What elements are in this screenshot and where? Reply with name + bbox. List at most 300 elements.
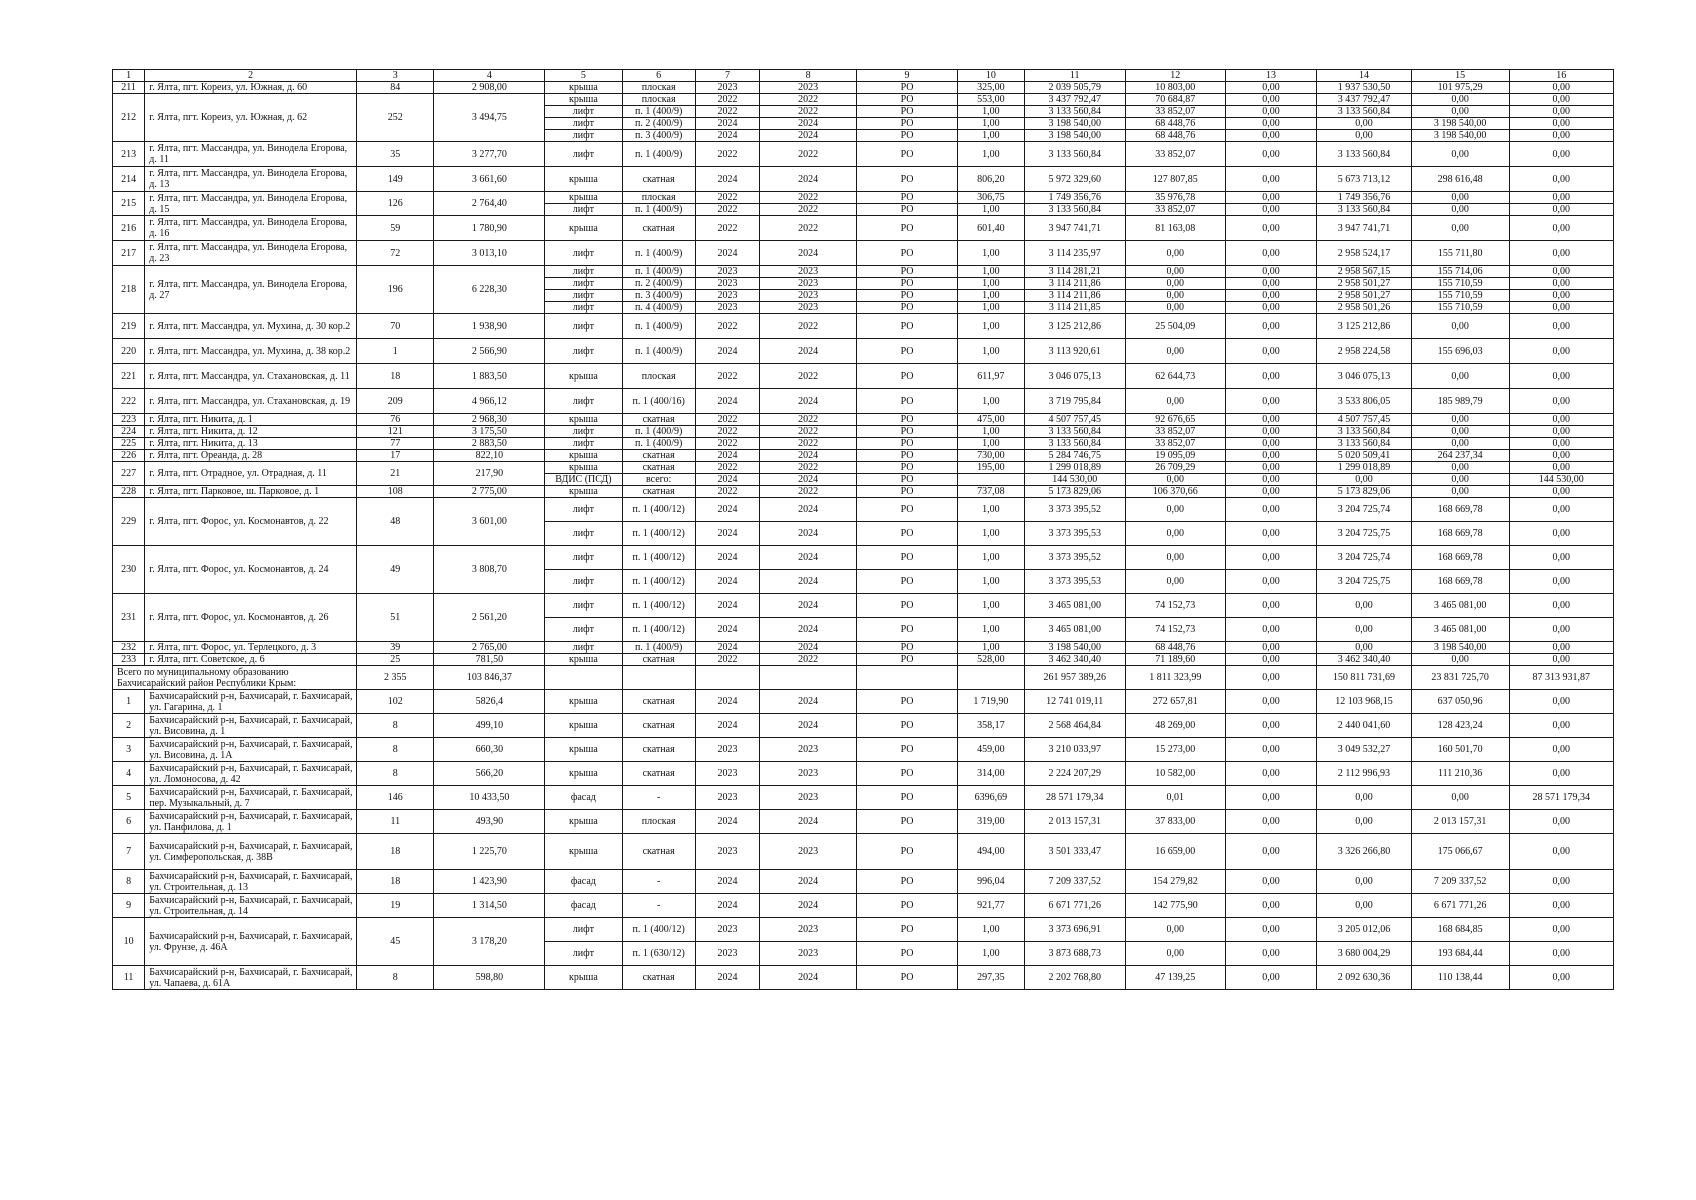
apartments-cell: 84 [357,82,434,94]
col13-cell: 0,00 [1225,462,1316,474]
col14-cell: 1 299 018,89 [1317,462,1412,474]
col13-cell: 0,00 [1225,450,1316,462]
unit-cost-cell: 0,00 [1125,546,1225,570]
volume-cell: 1,00 [958,570,1025,594]
col14-cell: 3 462 340,40 [1317,654,1412,666]
cost-cell: 1 749 356,76 [1024,192,1125,204]
fact-year-cell: 2022 [760,192,857,204]
work-type-cell: лифт [545,290,622,302]
work-detail-cell: скатная [622,216,695,241]
method-cell: РО [856,118,957,130]
unit-cost-cell: 37 833,00 [1125,810,1225,834]
col13-cell: 0,00 [1225,94,1316,106]
cost-cell: 28 571 179,34 [1024,786,1125,810]
col16-cell: 0,00 [1509,118,1613,130]
unit-cost-cell: 0,00 [1125,942,1225,966]
work-detail-cell: скатная [622,450,695,462]
cost-cell: 3 210 033,97 [1024,738,1125,762]
area-cell: 3 013,10 [434,241,545,266]
fact-year-cell: 2024 [760,570,857,594]
work-detail-cell: скатная [622,714,695,738]
unit-cost-cell: 68 448,76 [1125,642,1225,654]
plan-year-cell: 2024 [695,546,760,570]
area-cell: 5826,4 [434,690,545,714]
method-cell: РО [856,642,957,654]
volume-cell: 459,00 [958,738,1025,762]
row-number-cell: 9 [113,894,145,918]
apartments-cell: 72 [357,241,434,266]
apartments-cell: 18 [357,870,434,894]
plan-year-cell: 2023 [695,82,760,94]
col16-cell: 0,00 [1509,339,1613,364]
col14-cell: 2 958 224,58 [1317,339,1412,364]
col16-cell: 0,00 [1509,278,1613,290]
plan-year-cell: 2023 [695,786,760,810]
apartments-cell: 45 [357,918,434,966]
col13-cell: 0,00 [1225,786,1316,810]
col15-cell: 0,00 [1411,474,1509,486]
unit-cost-cell: 106 370,66 [1125,486,1225,498]
col13-cell: 0,00 [1225,570,1316,594]
table-row [113,167,1614,192]
work-detail-cell: п. 1 (400/12) [622,546,695,570]
volume-cell: 6396,69 [958,786,1025,810]
work-type-cell: лифт [545,570,622,594]
header-cell: 16 [1509,70,1613,82]
fact-year-cell: 2022 [760,142,857,167]
row-number-cell: 211 [113,82,145,94]
apartments-cell: 209 [357,389,434,414]
volume-cell: 1,00 [958,438,1025,450]
apartments-cell: 21 [357,462,434,486]
col13-cell: 0,00 [1225,216,1316,241]
plan-year-cell: 2023 [695,302,760,314]
row-number-cell: 220 [113,339,145,364]
cost-cell: 3 373 395,53 [1024,522,1125,546]
cost-cell: 3 125 212,86 [1024,314,1125,339]
col16-cell: 0,00 [1509,426,1613,438]
col15-cell: 0,00 [1411,786,1509,810]
col14-cell: 0,00 [1317,130,1412,142]
area-cell: 1 314,50 [434,894,545,918]
work-detail-cell: плоская [622,364,695,389]
work-type-cell: лифт [545,918,622,942]
work-type-cell: лифт [545,302,622,314]
fact-year-cell: 2024 [760,241,857,266]
work-type-cell: лифт [545,339,622,364]
address-cell: Бахчисарайский р-н, Бахчисарай, г. Бахчисарай, ул. Строительная, д. 14 [145,894,357,918]
cost-cell: 3 373 395,53 [1024,570,1125,594]
col16-cell: 0,00 [1509,834,1613,870]
col16-cell: 0,00 [1509,870,1613,894]
col16-cell: 0,00 [1509,762,1613,786]
col15-cell: 0,00 [1411,462,1509,474]
plan-year-cell: 2022 [695,438,760,450]
col14-cell: 0,00 [1317,894,1412,918]
col14-cell: 0,00 [1317,870,1412,894]
method-cell: РО [856,918,957,942]
col15-cell: 3 198 540,00 [1411,130,1509,142]
area-cell: 6 228,30 [434,266,545,314]
col14-cell: 2 440 041,60 [1317,714,1412,738]
area-cell: 566,20 [434,762,545,786]
volume-cell: 1,00 [958,642,1025,654]
work-detail-cell: п. 3 (400/9) [622,290,695,302]
work-type-cell: крыша [545,192,622,204]
plan-year-cell: 2024 [695,690,760,714]
area-cell: 660,30 [434,738,545,762]
volume-cell: 1,00 [958,918,1025,942]
col13-cell: 0,00 [1225,498,1316,522]
address-cell: г. Ялта, пгт. Отрадное, ул. Отрадная, д. 11 [145,462,357,486]
col14-cell: 3 049 532,27 [1317,738,1412,762]
row-number-cell: 227 [113,462,145,486]
cost-cell: 3 198 540,00 [1024,642,1125,654]
work-detail-cell: скатная [622,167,695,192]
header-cell: 14 [1317,70,1412,82]
volume-cell: 1,00 [958,618,1025,642]
work-detail-cell: скатная [622,690,695,714]
cost-cell: 3 133 560,84 [1024,438,1125,450]
cost-cell: 7 209 337,52 [1024,870,1125,894]
plan-year-cell: 2023 [695,918,760,942]
volume-cell: 314,00 [958,762,1025,786]
unit-cost-cell: 68 448,76 [1125,130,1225,142]
apartments-cell: 35 [357,142,434,167]
col16-cell: 0,00 [1509,450,1613,462]
plan-year-cell: 2022 [695,216,760,241]
unit-cost-cell: 74 152,73 [1125,618,1225,642]
fact-year-cell: 2024 [760,167,857,192]
work-type-cell: лифт [545,942,622,966]
work-type-cell: крыша [545,714,622,738]
header-cell: 4 [434,70,545,82]
area-cell: 1 938,90 [434,314,545,339]
table-row [113,339,1614,364]
address-cell: г. Ялта, пгт. Кореиз, ул. Южная, д. 60 [145,82,357,94]
total-row [113,666,1614,690]
empty-cell [695,666,760,690]
row-number-cell: 3 [113,738,145,762]
plan-year-cell: 2024 [695,474,760,486]
table-row [113,870,1614,894]
unit-cost-cell: 47 139,25 [1125,966,1225,990]
col15-cell: 298 616,48 [1411,167,1509,192]
cost-cell: 3 133 560,84 [1024,142,1125,167]
col14-cell: 3 947 741,71 [1317,216,1412,241]
col13-cell: 0,00 [1225,918,1316,942]
work-type-cell: крыша [545,216,622,241]
address-cell: г. Ялта, пгт. Форос, ул. Космонавтов, д. 24 [145,546,357,594]
col15-cell: 0,00 [1411,94,1509,106]
col16-cell: 0,00 [1509,486,1613,498]
plan-year-cell: 2024 [695,570,760,594]
fact-year-cell: 2024 [760,130,857,142]
col14-cell: 3 133 560,84 [1317,142,1412,167]
area-cell: 1 225,70 [434,834,545,870]
row-number-cell: 1 [113,690,145,714]
plan-year-cell: 2024 [695,389,760,414]
work-type-cell: крыша [545,762,622,786]
apartments-cell: 17 [357,450,434,462]
address-cell: г. Ялта, пгт. Массандра, ул. Винодела Егорова, д. 23 [145,241,357,266]
unit-cost-cell: 0,00 [1125,498,1225,522]
cost-cell: 3 465 081,00 [1024,594,1125,618]
cost-cell: 3 373 395,52 [1024,498,1125,522]
plan-year-cell: 2023 [695,942,760,966]
col14-cell: 2 958 501,27 [1317,290,1412,302]
col15-cell: 637 050,96 [1411,690,1509,714]
col16-cell: 0,00 [1509,810,1613,834]
apartments-cell: 149 [357,167,434,192]
header-cell: 8 [760,70,857,82]
col15-cell: 168 669,78 [1411,546,1509,570]
plan-year-cell: 2024 [695,118,760,130]
col13-cell: 0,00 [1225,486,1316,498]
volume-cell: 737,08 [958,486,1025,498]
method-cell: РО [856,290,957,302]
header-cell: 6 [622,70,695,82]
work-detail-cell: п. 1 (400/12) [622,594,695,618]
col13-cell: 0,00 [1225,894,1316,918]
work-detail-cell: п. 1 (400/9) [622,106,695,118]
apartments-cell: 76 [357,414,434,426]
col14-cell: 3 204 725,75 [1317,570,1412,594]
table-row [113,786,1614,810]
address-cell: Бахчисарайский р-н, Бахчисарай, г. Бахчисарай, ул. Висовина, д. 1 [145,714,357,738]
address-cell: г. Ялта, пгт. Массандра, ул. Винодела Егорова, д. 13 [145,167,357,192]
col16-cell: 0,00 [1509,241,1613,266]
col14-cell: 2 958 501,27 [1317,278,1412,290]
cost-cell: 144 530,00 [1024,474,1125,486]
col15-cell: 2 013 157,31 [1411,810,1509,834]
work-type-cell: лифт [545,278,622,290]
col15-cell: 0,00 [1411,192,1509,204]
address-cell: Бахчисарайский р-н, Бахчисарай, г. Бахчисарай, ул. Ломоносова, д. 42 [145,762,357,786]
col16-cell: 0,00 [1509,966,1613,990]
address-cell: г. Ялта, пгт. Форос, ул. Терлецкого, д. 3 [145,642,357,654]
cost-cell: 1 299 018,89 [1024,462,1125,474]
work-detail-cell: п. 1 (400/9) [622,438,695,450]
address-cell: г. Ялта, пгт. Советское, д. 6 [145,654,357,666]
table-row [113,738,1614,762]
unit-cost-cell: 0,00 [1125,339,1225,364]
method-cell: РО [856,546,957,570]
cost-cell: 2 202 768,80 [1024,966,1125,990]
cost-cell: 3 046 075,13 [1024,364,1125,389]
fact-year-cell: 2024 [760,450,857,462]
row-number-cell: 224 [113,426,145,438]
col16-cell: 0,00 [1509,690,1613,714]
col15-cell: 168 669,78 [1411,570,1509,594]
work-detail-cell: п. 1 (400/9) [622,241,695,266]
table-row [113,314,1614,339]
volume-cell: 1,00 [958,339,1025,364]
volume-cell: 1,00 [958,241,1025,266]
col13-cell: 0,00 [1225,438,1316,450]
apartments-cell: 8 [357,738,434,762]
work-type-cell: крыша [545,654,622,666]
fact-year-cell: 2024 [760,474,857,486]
work-detail-cell: п. 4 (400/9) [622,302,695,314]
area-cell: 1 883,50 [434,364,545,389]
work-type-cell: лифт [545,142,622,167]
work-detail-cell: скатная [622,462,695,474]
apartments-cell: 25 [357,654,434,666]
volume-cell: 806,20 [958,167,1025,192]
col16-cell: 0,00 [1509,204,1613,216]
work-type-cell: лифт [545,266,622,278]
total-c14-cell: 150 811 731,69 [1317,666,1412,690]
plan-year-cell: 2022 [695,462,760,474]
col15-cell: 0,00 [1411,486,1509,498]
unit-cost-cell: 81 163,08 [1125,216,1225,241]
col16-cell: 0,00 [1509,216,1613,241]
table-row [113,654,1614,666]
unit-cost-cell: 33 852,07 [1125,204,1225,216]
col15-cell: 155 711,80 [1411,241,1509,266]
col16-cell: 0,00 [1509,266,1613,278]
col15-cell: 155 714,06 [1411,266,1509,278]
empty-cell [622,666,695,690]
apartments-cell: 18 [357,364,434,389]
cost-cell: 3 501 333,47 [1024,834,1125,870]
col13-cell: 0,00 [1225,870,1316,894]
work-detail-cell: п. 1 (400/9) [622,314,695,339]
volume-cell: 730,00 [958,450,1025,462]
col13-cell: 0,00 [1225,654,1316,666]
cost-cell: 3 947 741,71 [1024,216,1125,241]
plan-year-cell: 2024 [695,894,760,918]
area-cell: 499,10 [434,714,545,738]
col14-cell: 2 958 524,17 [1317,241,1412,266]
col16-cell: 0,00 [1509,364,1613,389]
method-cell: РО [856,426,957,438]
col13-cell: 0,00 [1225,546,1316,570]
work-detail-cell: п. 1 (400/12) [622,522,695,546]
method-cell: РО [856,714,957,738]
col15-cell: 110 138,44 [1411,966,1509,990]
area-cell: 3 277,70 [434,142,545,167]
cost-cell: 3 873 688,73 [1024,942,1125,966]
col16-cell: 0,00 [1509,522,1613,546]
col13-cell: 0,00 [1225,738,1316,762]
col16-cell: 0,00 [1509,389,1613,414]
col13-cell: 0,00 [1225,474,1316,486]
work-detail-cell: п. 1 (400/9) [622,642,695,654]
cost-cell: 5 972 329,60 [1024,167,1125,192]
work-type-cell: лифт [545,389,622,414]
col16-cell: 0,00 [1509,462,1613,474]
cost-cell: 3 114 281,21 [1024,266,1125,278]
fact-year-cell: 2024 [760,618,857,642]
plan-year-cell: 2023 [695,290,760,302]
table-row [113,762,1614,786]
area-cell: 2 566,90 [434,339,545,364]
col13-cell: 0,00 [1225,266,1316,278]
unit-cost-cell: 0,00 [1125,570,1225,594]
work-detail-cell: плоская [622,82,695,94]
method-cell: РО [856,810,957,834]
method-cell: РО [856,94,957,106]
fact-year-cell: 2022 [760,654,857,666]
col15-cell: 0,00 [1411,216,1509,241]
col16-cell: 0,00 [1509,290,1613,302]
table-row [113,894,1614,918]
fact-year-cell: 2023 [760,762,857,786]
cost-cell: 5 284 746,75 [1024,450,1125,462]
work-detail-cell: всего: [622,474,695,486]
method-cell: РО [856,142,957,167]
address-cell: Бахчисарайский р-н, Бахчисарай, г. Бахчисарай, ул. Строительная, д. 13 [145,870,357,894]
header-cell: 1 [113,70,145,82]
area-cell: 3 601,00 [434,498,545,546]
col14-cell: 3 046 075,13 [1317,364,1412,389]
col15-cell: 0,00 [1411,364,1509,389]
method-cell: РО [856,302,957,314]
col13-cell: 0,00 [1225,522,1316,546]
method-cell: РО [856,278,957,290]
plan-year-cell: 2023 [695,738,760,762]
work-type-cell: крыша [545,167,622,192]
plan-year-cell: 2023 [695,278,760,290]
col15-cell: 175 066,67 [1411,834,1509,870]
method-cell: РО [856,414,957,426]
work-type-cell: крыша [545,810,622,834]
volume-cell: 319,00 [958,810,1025,834]
row-number-cell: 6 [113,810,145,834]
plan-year-cell: 2024 [695,870,760,894]
table-row [113,462,1614,474]
area-cell: 493,90 [434,810,545,834]
volume-cell: 1,00 [958,142,1025,167]
row-number-cell: 231 [113,594,145,642]
apartments-cell: 51 [357,594,434,642]
col14-cell: 5 173 829,06 [1317,486,1412,498]
method-cell: РО [856,486,957,498]
col13-cell: 0,00 [1225,810,1316,834]
area-cell: 1 780,90 [434,216,545,241]
plan-year-cell: 2022 [695,192,760,204]
fact-year-cell: 2022 [760,438,857,450]
fact-year-cell: 2022 [760,462,857,474]
apartments-cell: 146 [357,786,434,810]
table-row [113,594,1614,618]
cost-cell: 3 114 211,85 [1024,302,1125,314]
volume-cell: 306,75 [958,192,1025,204]
work-detail-cell: скатная [622,834,695,870]
fact-year-cell: 2024 [760,714,857,738]
col15-cell: 3 465 081,00 [1411,618,1509,642]
work-detail-cell: п. 1 (400/16) [622,389,695,414]
unit-cost-cell: 0,00 [1125,241,1225,266]
work-detail-cell: п. 1 (400/9) [622,142,695,167]
volume-cell: 1,00 [958,546,1025,570]
col16-cell: 0,00 [1509,594,1613,618]
work-type-cell: лифт [545,642,622,654]
volume-cell: 297,35 [958,966,1025,990]
cost-cell: 3 719 795,84 [1024,389,1125,414]
method-cell: РО [856,364,957,389]
row-number-cell: 215 [113,192,145,216]
plan-year-cell: 2022 [695,204,760,216]
col13-cell: 0,00 [1225,204,1316,216]
total-c15-cell: 23 831 725,70 [1411,666,1509,690]
col15-cell: 7 209 337,52 [1411,870,1509,894]
unit-cost-cell: 0,00 [1125,278,1225,290]
table-row [113,642,1614,654]
volume-cell: 1,00 [958,130,1025,142]
